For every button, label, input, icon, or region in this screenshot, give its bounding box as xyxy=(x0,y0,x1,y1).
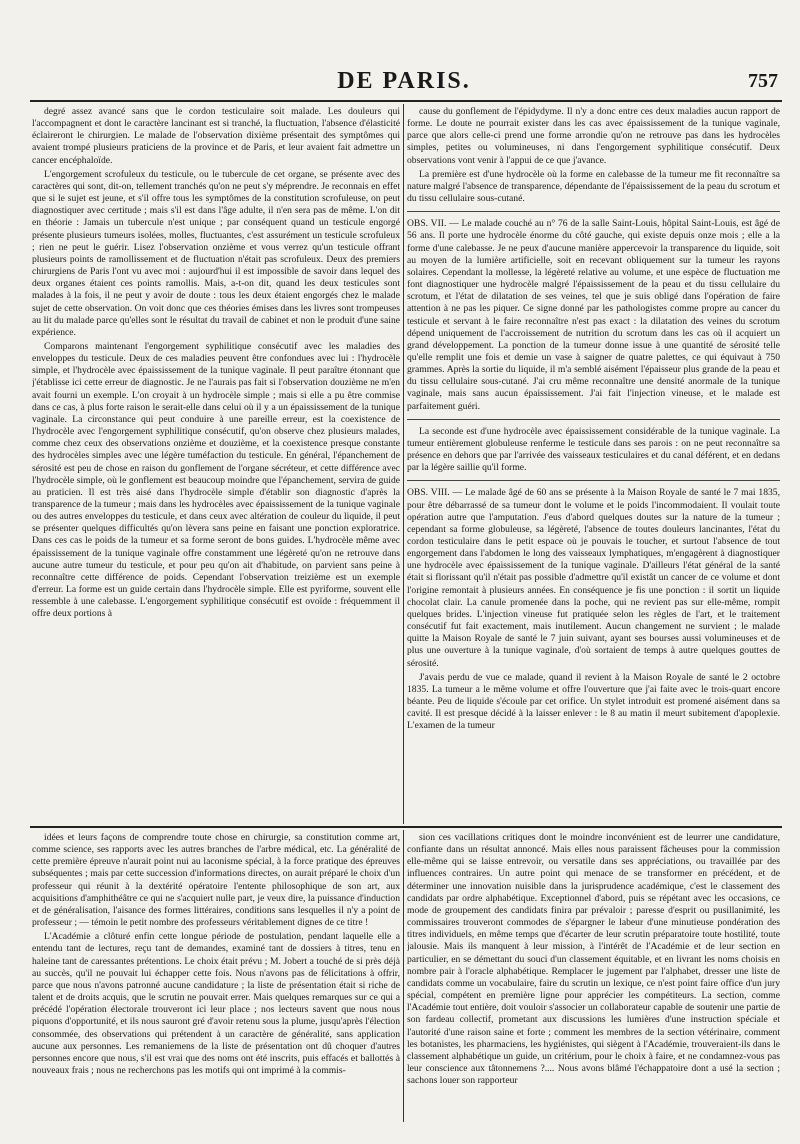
observation-viii: OBS. VIII. — Le malade âgé de 60 ans se présente à la Maison Royale de santé le 7 mai 1835, pour être débarrassé de sa tumeur dont le volume et le poids l'incommodaient. Il voulait toute opération autre que l'amputation. J'eus d'abord quelques doutes sur la nature de la tumeur ; cependant sa forme globuleuse, sa légèreté, l'absence de toutes douleurs lancinantes, l'état du cordon testiculaire dans le petit espace où je pouvais le toucher, et surtout l'absence de tout engorgement dans l'abdomen le long des vaisseaux lymphatiques, m'engagèrent à diagnostiquer une hydrocèle avec épaississement de la tunique vaginale. D'ailleurs l'état général de la santé était si florissant qu'il n'était pas possible d'admettre qu'il existât un cancer de ce volume et dont l'origine remontait à plusieurs années. En conséquence je fis une ponction : il sortit un liquide chocolat clair. La canule promenée dans la poche, qui ne revient pas sur elle-même, rompit quelques brides. L'injection vineuse fut pratiquée selon les règles de l'art, et le traitement consécutif fut fait exactement, mais inutilement. Aucun changement ne survient ; le malade quitte la Maison Royale de santé le 7 juin suivant, ayant ses bourses aussi volumineuses et de plus une ouverture à la tunique vaginale, d'où sortaient de temps à autre quelques gouttes de sérosité. xyxy=(407,487,780,669)
running-title: DE PARIS. xyxy=(337,68,471,94)
observation-divider xyxy=(407,211,780,212)
paragraph: J'avais perdu de vue ce malade, quand il revient à la Maison Royale de santé le 2 octobre 1835. La tumeur a le même volume et offre l'ouverture que j'ai faite avec le trois-quart encore béante. Peu de liquide s'écoule par cet orifice. Un stylet introduit est promené aisément dans sa cavité. Il est presque décidé à la laisser enlever : le 8 au matin il meurt subitement d'apoplexie. L'examen de la tumeur xyxy=(407,671,780,732)
paragraph: idées et leurs façons de comprendre toute chose en chirurgie, sa constitution comme art, comme science, ses rapports avec les autres branches de l'arbre médical, etc. La généralité de cette première épreuve n'aurait point nui au laconisme spécial, à la force pratique des épreuves subséquentes ; mais par cette succession d'informations directes, on aurait préparé le choix d'un professeur qui réunit à la dextérité opératoire l'entente philosophique de son art, aux acquisitions d'amphithéâtre ce qui ne s'acquiert nulle part, je veux dire, la puissance d'induction et de généralisation, l'aisance des formes littéraires, conditions sans lesquelles il n'y a point de professeur ; — témoin le petit nombre des professeurs véritablement dignes de ce titre ! xyxy=(32,832,400,929)
column-4 xyxy=(407,832,780,1122)
paragraph: sion ces vacillations critiques dont le moindre inconvénient est de leurrer une candidature, confiante dans un résultat annoncé. Mais elles nous paraissent fâcheuses pour la commission elle-même qui se laisse entrevoir, ou versatile dans ses appréciations, ou travaillée par des influences contraires. Un autre point qui menace de se transformer en précédent, et de déterminer une innovation nuisible dans la jurisprudence académique, c'est le classement des candidats par ordre alphabétique. Exceptionnel d'abord, puis se répétant avec les occasions, ce mode de groupement des candidats finira par prévaloir ; paresse d'esprit ou pusillanimité, les commissaires trouveront commodes de s'épargner le labeur d'une minutieuse pondération des titres individuels, en même temps que d'écarter de leur scrutin préparatoire toute hostilité, toute jalousie. Mais ils manquent à leur mission, à l'intérêt de l'Académie et de leur section en particulier, en se démettant du souci d'un classement équitable, et en livrant les noms choisis en nombre pair à l'oracle alphabétique. Remplacer le jugement par l'alphabet, dresser une liste de candidats comme un vocabulaire, faire du scrutin un lexique, ce n'est point faire office d'un jury spécial, compétent en première ligne pour apprécier les compétiteurs. La section, comme l'Académie tout entière, doit vouloir s'associer un collaborateur capable de soutenir une partie de son fardeau collectif, prometant aux discussions les lumières d'une instruction spéciale et l'autorité d'une raison saine et forte ; comment les membres de la section vétérinaire, comment les botanistes, les pharmaciens, les hygiénistes, qui siègent à l'Académie, trouveraient-ils dans le classement alphabétique un guide, un critérium, pour le choix à faire, et ne condamnez-vous pas leur conscience aux tâtonnemens ?.... Nous avons blâmé l'échappatoire dont a usé la section ; sachons louer son rapporteur xyxy=(407,832,780,1087)
column-divider xyxy=(403,104,404,824)
paragraph: cause du gonflement de l'épidydyme. Il n'y a donc entre ces deux maladies aucun rapport de forme. Le doute ne pourrait exister dans les cas avec épaississement de la tunique vaginale, parce que alors celle-ci prend une forme arrondie qu'on ne retrouve pas dans les hydrocèles simples, petites ou volumineuses, ni dans l'engorgement syphilitique consécutif. Deux observations vont venir à l'appui de ce que j'avance. xyxy=(407,106,780,166)
column-1 xyxy=(32,106,400,823)
paragraph: degré assez avancé sans que le cordon testiculaire soit malade. Les douleurs qui l'accompagnent et dont le caractère lancinant est si tranché, la fluctuation, l'absence d'élasticité éclaireront le chirurgien. Le malade de l'observation dixième présentait des symptômes qui avaient trompé plusieurs praticiens de la province et de Paris, et leur avaient fait admettre un cancer encéphaloïde. xyxy=(32,106,400,166)
observation-divider xyxy=(407,480,780,481)
paragraph: L'Académie a clôturé enfin cette longue période de postulation, pendant laquelle elle a entendu tant de lectures, reçu tant de demandes, examiné tant de dossiers à titres, tenu en haleine tant de caressantes prétentions. Le choix était prévu ; M. Jobert a touché de si près déjà au succès, qu'il ne pouvait lui échapper cette fois. Nous n'avons pas de félicitations à offrir, parce que nous n'avons patronné aucune candidature ; la liste de présentation était si riche de talent et de droits acquis, que le scrutin ne pouvait errer. Mais quelques remarques sur ce qui a précédé l'opération électorale trouveront ici leur place ; nos lecteurs savent que nous nous piquons d'opportunité, et ils nous sauront gré d'avoir retenu sous la plume, jusqu'après l'élection consommée, des observations qui prétendent à un caractère de généralité, sans application aucune aux personnes. Les remaniemens de la liste de présentation ont dû choquer d'autres personnes encore que nous, s'il est vrai que des noms ont été inscrits, puis effacés et ballottés à nouveaux frais ; nous ne recherchons pas les motifs qui ont imprimé à la commis- xyxy=(32,931,400,1076)
paragraph: Comparons maintenant l'engorgement syphilitique consécutif avec les maladies des enveloppes du testicule. Deux de ces maladies peuvent être confondues avec lui : l'hydrocèle simple, et l'hydrocèle avec épaississement de la tunique vaginale. Il peut paraître étonnant que j'établisse ici cette erreur de diagnostic. Je ne l'aurais pas fait si l'observation douzième ne m'en avait fourni un exemple. L'on croyait à un hydrocèle simple ; mais si elle a pu être commise dans ce cas, à plus forte raison le serait-elle dans celui où il y a un épaississement de la tunique vaginale. La circonstance qui peut conduire à une pareille erreur, est la coexistence de l'hydrocèle avec l'engorgement syphilitique consécutif, qu'on observe chez plusieurs malades, comme chez ceux des observations onzième et douzième, et la coexistence presque constante des hydrocèles simples avec une légère tuméfaction du testicule. En général, l'épanchement de sérosité est peu de chose en raison du gonflement de l'organe sécréteur, et cette différence avec l'hydrocèle simple, où le gonflement est beaucoup moindre que l'épanchement, servira de guide au praticien. Il est très aisé dans l'hydrocèle simple d'établir son diagnostic d'après la transparence de la tumeur ; mais dans les hydrocèles avec épaississement de la tunique vaginale ou des autres enveloppes du testicule, et dans ceux avec altération de couleur du liquide, il peut se présenter quelques difficultés qu'on lèvera sans peine en faisant une ponction exploratrice. Dans ces cas le poids de la tumeur et sa forme seront de bons guides. L'hydrocèle même avec épaississement de la tunique vaginale offre constamment une légèreté qu'on ne retrouve dans aucune autre tumeur du testicule, et pour peu qu'on ait d'habitude, on parvient sans peine à reconnaître cette différence de poids. Cependant l'observation treizième est un exemple d'erreur. La forme est un guide certain dans l'hydrocèle simple. Elle est pyriforme, souvent elle ressemble à une calebasse. L'engorgement syphilitique consécutif est ovoïde : fréquemment il offre deux portions à xyxy=(32,340,400,620)
column-divider xyxy=(403,830,404,1122)
column-3 xyxy=(32,832,400,1122)
feuilleton-rule xyxy=(30,826,782,828)
header-rule xyxy=(30,100,782,102)
page-number: 757 xyxy=(748,70,778,92)
observation-divider xyxy=(407,419,780,420)
observation-vii: OBS. VII. — Le malade couché au n° 76 de la salle Saint-Louis, hôpital Saint-Louis, est âgé de 56 ans. Il porte une hydrocèle énorme du côté gauche, qui existe depuis onze mois ; elle a la forme d'une calebasse. Je ne peux d'aucune manière appercevoir la transparence du liquide, soit au moyen de la lumière artificielle, soit en recevant obliquement sur la tumeur les rayons solaires. Cependant la mollesse, la légèreté relative au volume, et une espèce de fluctuation me font diagnostiquer une hydrocèle malgré l'épaississement de la peau et du tissu cellulaire du scrotum, et l'état de dilatation de ses veines, tel que je suis obligé dans l'opération de faire attention à ne pas les piquer. Ce signe donné par les pathologistes comme propre au cancer du testicule et servant à le faire reconnaître n'est pas exact : la dilatation des veines du scrotum dépend uniquement de l'accroissement de nutrition du scrotum dans les cas où il acquiert un grand développement. La ponction de la tumeur donne issue à une quantité de sérosité telle qu'elle remplit une fois et demie un vase à saigner de quatre palettes, ce qui équivaut à 750 grammes. Après la sortie du liquide, il m'a semblé aisément l'épaisseur plus grande de la peau et du tissu cellulaire sous-cutané. J'ai cru même reconnaître une densité anormale de la tunique vaginale, mais sans aucun épaississement. J'ai fait l'injection vineuse, et le malade est parfaitement guéri. xyxy=(407,218,780,412)
column-2 xyxy=(407,106,780,823)
paragraph: La seconde est d'une hydrocèle avec épaississement considérable de la tunique vaginale. La tumeur entièrement globuleuse renferme le testicule dans ses parois : on ne peut reconnaître sa présence en dehors que par l'arrivée des vaisseaux testiculaires et du canal déférent, et en dedans par la légère saillie qu'il forme. xyxy=(407,425,780,474)
page-header xyxy=(30,68,778,98)
paragraph: L'engorgement scrofuleux du testicule, ou le tubercule de cet organe, se présente avec des caractères qui sont, dit-on, tellement tranchés qu'on ne peut s'y méprendre. Je reconnais en effet que si le sujet est jeune, et s'il offre tous les symptômes de la constitution scrofuleuse, on peut diagnostiquer avec certitude ; mais s'il est dans l'âge adulte, il n'en sera pas de même. L'on dit en théorie : Jamais un tubercule n'est unique ; par conséquent quand un testicule engorgé présente plusieurs tumeurs isolées, molles, fluctuantes, c'est assurément un testicule scrofuleux ; rien ne peut le guérir. Lisez l'observation onzième et vous verrez qu'un testicule offrant plusieurs points de ramollissement et de fluctuation n'était pas scrofuleux. Deux des premiers chirurgiens de Paris l'ont vu avec moi : aujourd'hui il est impossible de savoir dans lequel des deux organes étaient ces points ramollis. Mais, a-t-on dit, quand les deux testicules sont malades à la fois, il ne peut y avoir de doute : tous les deux étaient engorgés chez le malade sujet de cette observation. On voit donc que ces théories émises dans les livres sont trompeuses au lit du malade parce qu'elles sont le résultat du travail de cabinet et non le produit d'une saine expérience. xyxy=(32,168,400,338)
paragraph: La première est d'une hydrocèle où la forme en calebasse de la tumeur me fit reconnaître sa nature malgré l'absence de transparence, dépendante de l'épaississement de la peau du scrotum et du tissu cellulaire sous-cutané. xyxy=(407,168,780,205)
